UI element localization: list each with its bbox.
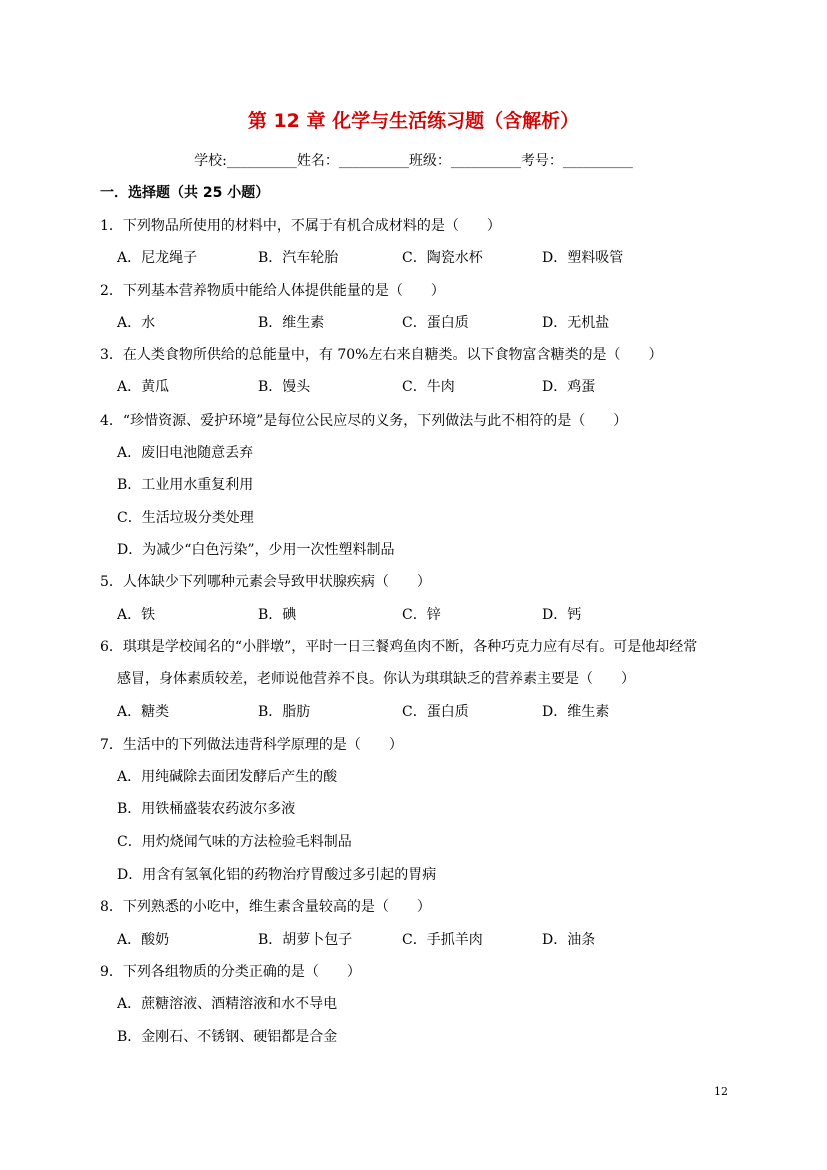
- question-option: D．鸡蛋: [542, 379, 596, 395]
- question-option: C．牛肉: [402, 379, 455, 395]
- question-option: D．油条: [542, 932, 596, 948]
- question-stem-continued: 感冒，身体素质较差，老师说他营养不良。你认为琪琪缺乏的营养素主要是（ ）: [117, 671, 635, 687]
- question-option: B．馒头: [258, 379, 311, 395]
- question-option: A．酸奶: [117, 932, 170, 948]
- question-option: C．手抓羊肉: [402, 932, 483, 948]
- question-option: D．为减少“白色污染”，少用一次性塑料制品: [117, 542, 395, 558]
- question-option: D．用含有氢氧化铝的药物治疗胃酸过多引起的胃病: [117, 867, 437, 883]
- question-stem: 7．生活中的下列做法违背科学原理的是（ ）: [100, 737, 403, 753]
- question-option: D．维生素: [542, 704, 610, 720]
- question-option: C．用灼烧闻气味的方法检验毛料制品: [117, 834, 352, 850]
- student-info-line: 学校:__________姓名：__________班级：__________考号：__________: [194, 153, 633, 169]
- question-option: C．陶瓷水杯: [402, 250, 483, 266]
- question-option: A．用纯碱除去面团发酵后产生的酸: [117, 769, 338, 785]
- question-option: A．铁: [117, 607, 156, 623]
- question-option: A．黄瓜: [117, 379, 170, 395]
- question-option: B．脂肪: [258, 704, 311, 720]
- question-option: B．维生素: [258, 315, 325, 331]
- question-option: B．工业用水重复利用: [117, 477, 254, 493]
- question-stem: 1．下列物品所使用的材料中，不属于有机合成材料的是（ ）: [100, 218, 501, 234]
- question-stem: 5．人体缺少下列哪种元素会导致甲状腺疾病（ ）: [100, 574, 431, 590]
- question-option: A．废旧电池随意丢弃: [117, 445, 254, 461]
- question-option: D．无机盐: [542, 315, 610, 331]
- question-option: A．尼龙绳子: [117, 250, 198, 266]
- question-stem: 4．“珍惜资源、爱护环境”是每位公民应尽的义务，下列做法与此不相符的是（ ）: [100, 413, 628, 429]
- question-option: B．碘: [258, 607, 297, 623]
- question-stem: 6．琪琪是学校闻名的“小胖墩”，平时一日三餐鸡鱼肉不断，各种巧克力应有尽有。可是他却经常: [100, 639, 698, 655]
- question-stem: 2．下列基本营养物质中能给人体提供能量的是（ ）: [100, 283, 445, 299]
- page-title: 第 12 章 化学与生活练习题（含解析）: [247, 110, 580, 132]
- question-option: D．塑料吸管: [542, 250, 624, 266]
- question-option: C．蛋白质: [402, 704, 469, 720]
- question-option: A．蔗糖溶液、酒精溶液和水不导电: [117, 996, 338, 1012]
- question-option: D．钙: [542, 607, 582, 623]
- question-option: B．用铁桶盛装农药波尔多液: [117, 801, 296, 817]
- question-stem: 8．下列熟悉的小吃中，维生素含量较高的是（ ）: [100, 899, 431, 915]
- question-option: A．糖类: [117, 704, 170, 720]
- question-option: C．蛋白质: [402, 315, 469, 331]
- question-option: B．金刚石、不锈钢、硬铝都是合金: [117, 1029, 338, 1045]
- section-heading: 一．选择题（共 25 小题）: [100, 185, 270, 201]
- question-stem: 3．在人类食物所供给的总能量中，有 70%左右来自糖类。以下食物富含糖类的是（ ）: [100, 347, 663, 363]
- question-option: B．胡萝卜包子: [258, 932, 353, 948]
- question-stem: 9．下列各组物质的分类正确的是（ ）: [100, 964, 361, 980]
- question-option: C．生活垃圾分类处理: [117, 510, 254, 526]
- question-option: C．锌: [402, 607, 441, 623]
- page-number: 12: [714, 1085, 728, 1098]
- question-option: A．水: [117, 315, 156, 331]
- question-option: B．汽车轮胎: [258, 250, 339, 266]
